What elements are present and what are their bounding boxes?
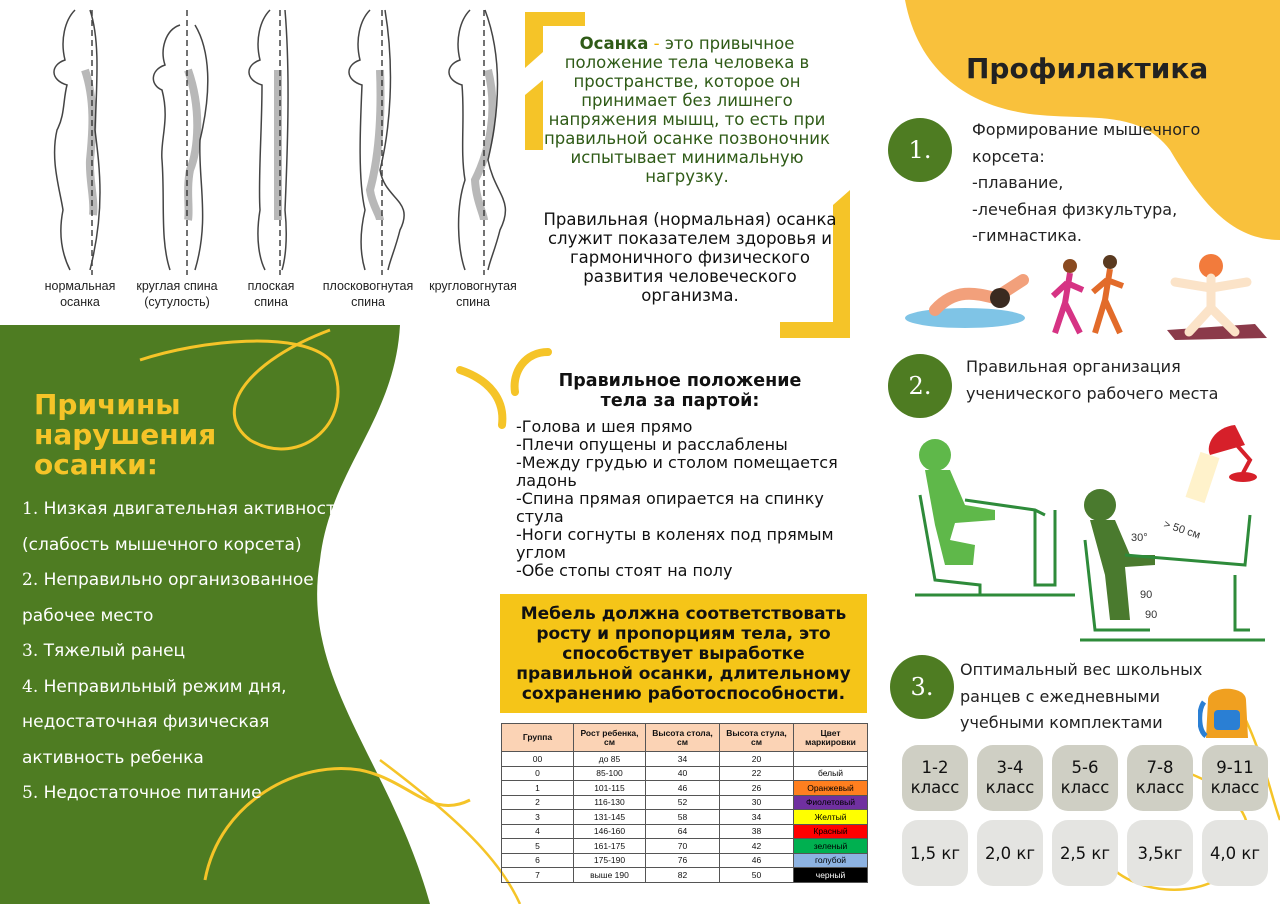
right-angle-label: 90 — [1145, 609, 1158, 621]
table-cell: 116-130 — [574, 795, 646, 810]
grade-box: 5-6 класс — [1052, 745, 1118, 811]
table-row — [502, 810, 868, 825]
desk-item: -Между грудью и столом помещается ладонь — [516, 453, 838, 490]
table-cell — [794, 752, 868, 767]
figure-flat-back — [249, 10, 288, 275]
table-cell: 4 — [502, 824, 574, 839]
figure-label-normal: нормальная осанка — [44, 279, 116, 309]
table-header: Цвет маркировки — [794, 724, 868, 752]
table-row — [502, 795, 868, 810]
table-cell: выше 190 — [574, 868, 646, 883]
posture-definition — [528, 34, 846, 186]
posture-silhouettes — [0, 0, 525, 325]
table-cell: 2 — [502, 795, 574, 810]
figure-label-round-concave: кругловогнутая спина — [429, 279, 517, 309]
furniture-note: Мебель должна соответствовать росту и пропорциям тела, это способствует выработке правильной осанки, длительному сохранению работоспособности. — [500, 594, 867, 713]
exercise-illustrations — [905, 248, 1275, 343]
desk-item: -Ноги согнуты в коленях под прямым углом — [516, 525, 834, 562]
table-cell: 20 — [720, 752, 794, 767]
step-number-3: 3. — [890, 655, 954, 719]
figure-normal — [54, 10, 100, 275]
table-cell: Оранжевый — [794, 781, 868, 796]
table-cell: 0 — [502, 766, 574, 781]
table-cell: Красный — [794, 824, 868, 839]
cause-item: 4. Неправильный режим дня, недостаточная физическая активность ребенка — [22, 676, 287, 768]
definition-dash: - — [653, 34, 660, 53]
table-cell: 175-190 — [574, 853, 646, 868]
table-cell: 42 — [720, 839, 794, 854]
figure-round-concave — [449, 10, 505, 275]
desk-title: Правильное положение тела за партой: — [558, 371, 802, 411]
table-cell: 146-160 — [574, 824, 646, 839]
step-2-text: Правильная организация ученического рабочего места — [966, 357, 1219, 403]
table-cell: 161-175 — [574, 839, 646, 854]
table-cell: 85-100 — [574, 766, 646, 781]
yoga-icon — [1167, 254, 1267, 340]
desk-item: -Голова и шея прямо — [516, 417, 693, 436]
table-cell: 52 — [646, 795, 720, 810]
table-cell: 7 — [502, 868, 574, 883]
figure-round-back — [153, 10, 207, 275]
table-cell: голубой — [794, 853, 868, 868]
table-cell: 00 — [502, 752, 574, 767]
normal-posture-text: Правильная (нормальная) осанка служит показателем здоровья и гармоничного физического развития человеческого организма. — [543, 210, 837, 305]
table-cell: Желтый — [794, 810, 868, 825]
figure-label-flat-concave: плосковогнутая спина — [322, 279, 414, 309]
table-cell: 58 — [646, 810, 720, 825]
table-cell: черный — [794, 868, 868, 883]
table-cell: Фиолетовый — [794, 795, 868, 810]
cause-item: 1. Низкая двигательная активность (слабость мышечного корсета) — [22, 499, 346, 555]
table-cell: 46 — [720, 853, 794, 868]
table-cell: 22 — [720, 766, 794, 781]
table-cell: белый — [794, 766, 868, 781]
grade-box: 1-2 класс — [902, 745, 968, 811]
grade-box: 9-11 класс — [1202, 745, 1268, 811]
desk-item: -Плечи опущены и расслаблены — [516, 435, 788, 454]
weight-box: 1,5 кг — [902, 820, 968, 886]
table-row — [502, 853, 868, 868]
desk-list — [516, 418, 866, 580]
runners-icon — [1053, 255, 1123, 333]
table-cell: 30 — [720, 795, 794, 810]
swimmer-icon — [905, 280, 1025, 328]
step-number-2: 2. — [888, 354, 952, 418]
backpack-icon — [1198, 680, 1256, 742]
table-cell: 34 — [646, 752, 720, 767]
causes-title: Причины нарушения осанки: — [34, 388, 217, 481]
table-cell: 46 — [646, 781, 720, 796]
desk-item: -Обе стопы стоят на полу — [516, 561, 733, 580]
distance-label: > 50 см — [1162, 518, 1202, 542]
cause-item: 5. Недостаточное питание — [22, 783, 262, 803]
prevention-title: Профилактика — [966, 52, 1209, 85]
definition-term: Осанка — [579, 34, 649, 53]
table-cell: зеленый — [794, 839, 868, 854]
table-cell: 3 — [502, 810, 574, 825]
figure-flat-concave — [349, 10, 404, 275]
table-cell: 1 — [502, 781, 574, 796]
table-row — [502, 868, 868, 883]
causes-list — [22, 492, 372, 812]
table-cell: 131-145 — [574, 810, 646, 825]
table-cell: до 85 — [574, 752, 646, 767]
desk-illustration — [905, 415, 1275, 645]
arc-left — [460, 370, 502, 425]
step-number-1: 1. — [888, 118, 952, 182]
table-cell: 76 — [646, 853, 720, 868]
table-cell: 5 — [502, 839, 574, 854]
weight-box: 3,5кг — [1127, 820, 1193, 886]
step-3-text: Оптимальный вес школьных ранцев с ежедневными учебными комплектами — [960, 660, 1203, 732]
lamp-icon — [1195, 425, 1257, 500]
table-row — [502, 781, 868, 796]
table-cell: 40 — [646, 766, 720, 781]
table-cell: 26 — [720, 781, 794, 796]
table-cell: 101-115 — [574, 781, 646, 796]
angle-label: 30° — [1131, 532, 1148, 544]
grade-box: 7-8 класс — [1127, 745, 1193, 811]
furniture-table — [501, 723, 868, 883]
table-cell: 38 — [720, 824, 794, 839]
table-header: Группа — [502, 724, 574, 752]
weight-box: 2,0 кг — [977, 820, 1043, 886]
grade-box: 3-4 класс — [977, 745, 1043, 811]
table-row — [502, 766, 868, 781]
table-cell: 82 — [646, 868, 720, 883]
right-angle-label: 90 — [1140, 589, 1153, 601]
weight-box: 4,0 кг — [1202, 820, 1268, 886]
table-cell: 64 — [646, 824, 720, 839]
figure-label-round-back: круглая спина (сутулость) — [136, 279, 218, 309]
figure-label-flat-back: плоская спина — [247, 279, 295, 309]
table-row — [502, 752, 868, 767]
table-row — [502, 839, 868, 854]
step-1-text: Формирование мышечного корсета: -плавание, -лечебная физкультура, -гимнастика. — [972, 120, 1201, 245]
table-cell: 50 — [720, 868, 794, 883]
table-cell: 70 — [646, 839, 720, 854]
cause-item: 2. Неправильно организованное рабочее место — [22, 570, 314, 626]
weight-box: 2,5 кг — [1052, 820, 1118, 886]
table-header: Высота стула, см — [720, 724, 794, 752]
table-header-row — [502, 724, 868, 752]
table-header: Рост ребенка, см — [574, 724, 646, 752]
table-cell: 34 — [720, 810, 794, 825]
desk-item: -Спина прямая опирается на спинку стула — [516, 489, 824, 526]
table-header: Высота стола, см — [646, 724, 720, 752]
table-row — [502, 824, 868, 839]
cause-item: 3. Тяжелый ранец — [22, 641, 186, 661]
posture-figures — [0, 0, 525, 325]
definition-text: это привычное положение тела человека в пространстве, которое он принимает без лишнего напряжения мышц, то есть при правильной осанке позвоночник испытывает минимальную нагрузку. — [544, 34, 830, 186]
table-cell: 6 — [502, 853, 574, 868]
